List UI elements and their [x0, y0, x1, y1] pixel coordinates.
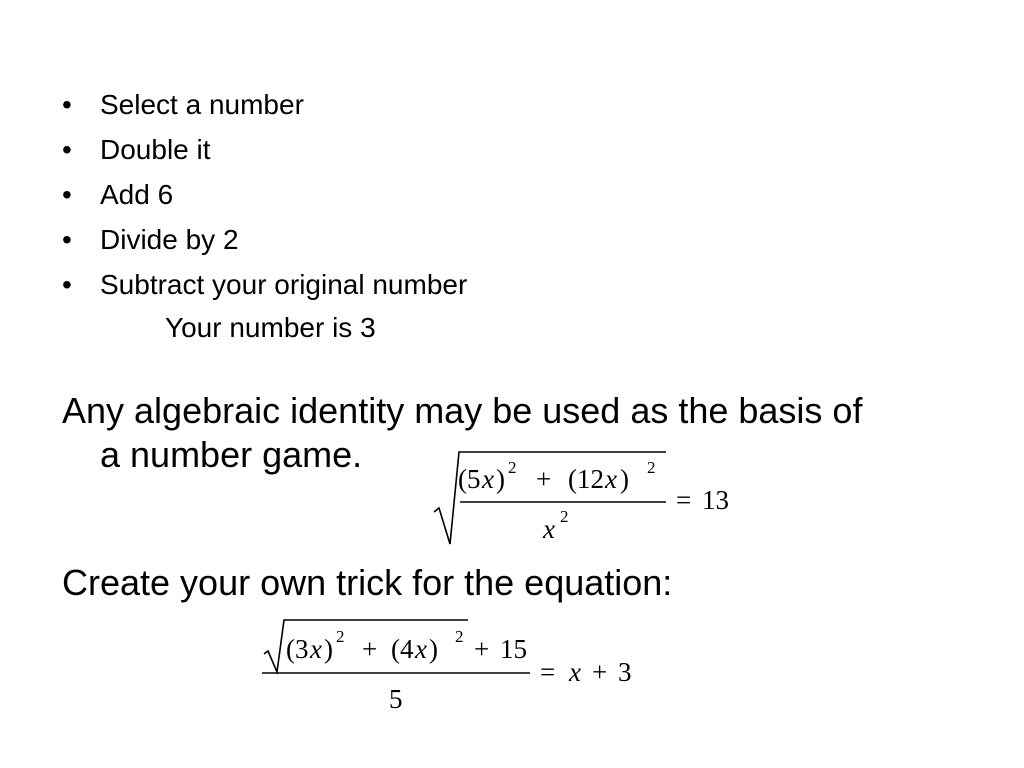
eq2-open-paren-b: (: [391, 634, 400, 664]
eq1-exp-b: 2: [647, 458, 656, 477]
eq2-plus-2: +: [474, 634, 490, 664]
list-item: [62, 82, 467, 127]
eq2-rhs-constant: 3: [618, 657, 632, 687]
eq2-exp-b: 2: [455, 627, 464, 646]
step-text: Double it: [100, 134, 211, 165]
eq1-var-a: x: [482, 464, 494, 494]
eq2-var-a: x: [310, 634, 322, 664]
list-item: [62, 127, 467, 172]
eq2-denominator: 5: [389, 684, 403, 714]
eq1-exp-a: 2: [508, 458, 517, 477]
step-text: Add 6: [100, 179, 174, 210]
eq2-close-paren-b: ): [429, 634, 438, 664]
equation-2-graphic: [258, 614, 648, 718]
eq1-open-paren-b: (: [568, 464, 577, 494]
identity-paragraph: Any algebraic identity may be used as the basis of: [62, 390, 863, 431]
bullet-marker: •: [62, 179, 72, 210]
eq2-rhs-plus: +: [592, 657, 608, 687]
trick-prompt: Create your own trick for the equation:: [62, 562, 673, 603]
steps-list: [62, 82, 467, 307]
bullet-marker: •: [62, 269, 72, 300]
eq1-equals: =: [676, 485, 692, 515]
step-text: Subtract your original number: [100, 269, 468, 300]
bullet-marker: •: [62, 89, 72, 120]
eq1-coef-b: 12: [577, 464, 604, 494]
eq1-close-paren-a: ): [496, 464, 505, 494]
eq2-exp-a: 2: [336, 627, 345, 646]
eq2-plus-1: +: [362, 634, 378, 664]
equation-1-graphic: [430, 446, 750, 550]
eq2-constant: 15: [500, 634, 527, 664]
eq1-var-b: x: [605, 464, 617, 494]
eq2-equals: =: [540, 657, 556, 687]
eq2-coef-b: 4: [400, 634, 414, 664]
result-text: Your number is 3: [165, 312, 376, 343]
eq2-close-paren-a: ): [324, 634, 333, 664]
eq1-denominator-var: x: [543, 514, 555, 544]
equation-1: [430, 446, 750, 550]
eq2-rhs-var: x: [569, 657, 581, 687]
eq1-close-paren-b: ): [620, 464, 629, 494]
list-item: [62, 172, 467, 217]
eq1-open-paren-a: (: [458, 464, 467, 494]
eq1-plus: +: [536, 464, 552, 494]
eq1-result: 13: [702, 485, 729, 515]
eq2-var-b: x: [415, 634, 427, 664]
list-item: [62, 262, 467, 307]
eq1-denominator-exp: 2: [560, 507, 569, 526]
step-text: Select a number: [100, 89, 304, 120]
identity-paragraph-continued: a number game.: [100, 434, 363, 475]
bullet-marker: •: [62, 134, 72, 165]
eq1-coef-a: 5: [467, 464, 481, 494]
step-text: Divide by 2: [100, 224, 239, 255]
list-item: [62, 217, 467, 262]
eq2-open-paren-a: (: [286, 634, 295, 664]
eq2-coef-a: 3: [295, 634, 309, 664]
bullet-marker: •: [62, 224, 72, 255]
equation-2: [258, 614, 648, 718]
